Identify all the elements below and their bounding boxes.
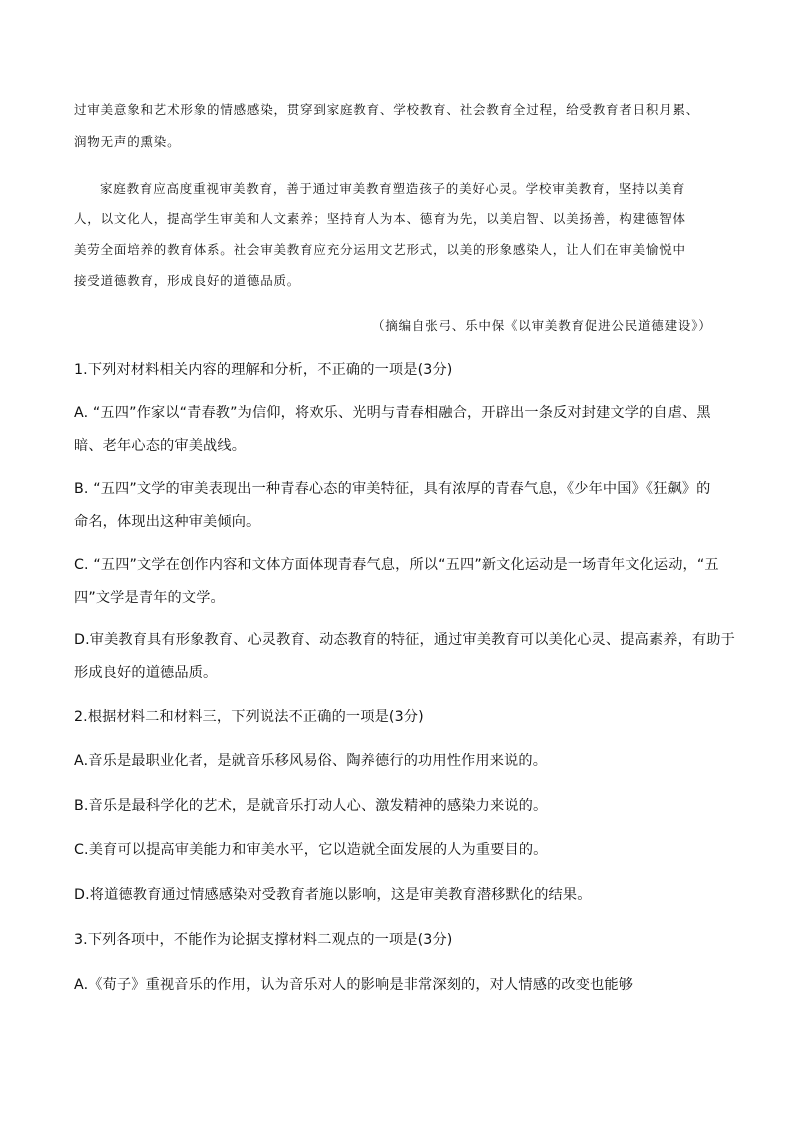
option-d-line: D.将道德教育通过情感感染对受教育者施以影响，这是审美教育潜移默化的结果。 (74, 887, 592, 903)
option-a-line: A.音乐是最职业化者，是就音乐移风易俗、陶养德行的功用性作用来说的。 (74, 753, 548, 769)
option-d-line: 形成良好的道德品质。 (74, 665, 218, 681)
question-stem: 2.根据材料二和材料三，下列说法不正确的一项是(3分) (74, 709, 424, 725)
option-b-line: 命名，体现出这种审美倾向。 (74, 514, 261, 530)
option-d-line: D.审美教育具有形象教育、心灵教育、动态教育的特征，通过审美教育可以美化心灵、提高素养，有助于 (74, 632, 735, 648)
passage-line: 人，以文化人，提高学生审美和人文素养；坚持育人为本、德育为先，以美启智、以美扬善，构建德智体 (74, 211, 686, 226)
passage-source: （摘编自张弓、乐中保《以审美教育促进公民道德建设》） (372, 318, 712, 333)
passage-line: 美劳全面培养的教育体系。社会审美教育应充分运用文艺形式，以美的形象感染人，让人们在审美愉悦中 (74, 242, 686, 257)
option-a-line: A. “五四”作家以“青春教”为信仰，将欢乐、光明与青春相融合，开辟出一条反对封建文学的自虐、黑 (74, 405, 711, 421)
option-b-line: B. “五四”文学的审美表现出一种青春心态的审美特征，具有浓厚的青春气息，《少年中国》《狂飙》的 (74, 481, 711, 497)
option-c-line: 四”文学是青年的文学。 (74, 590, 225, 606)
passage-line: 润物无声的熏染。 (74, 134, 181, 149)
question-stem: 3.下列各项中，不能作为论据支撑材料二观点的一项是(3分) (74, 932, 453, 948)
question-stem: 1.下列对材料相关内容的理解和分析，不正确的一项是(3分) (74, 362, 453, 378)
option-a-line: 暗、老年心态的审美战线。 (74, 438, 247, 454)
option-a-line: A.《荀子》重视音乐的作用，认为音乐对人的影响是非常深刻的，对人情感的改变也能够 (74, 977, 634, 993)
passage-line: 家庭教育应高度重视审美教育，善于通过审美教育塑造孩子的美好心灵。学校审美教育，坚持以美育 (100, 181, 686, 196)
passage-line: 接受道德教育，形成良好的道德品质。 (74, 273, 301, 288)
option-c-line: C. “五四”文学在创作内容和文体方面体现青春气息，所以“五四”新文化运动是一场青年文化运动，“五 (74, 557, 719, 573)
option-b-line: B.音乐是最科学化的艺术，是就音乐打动人心、激发精神的感染力来说的。 (74, 798, 548, 814)
option-c-line: C.美育可以提高审美能力和审美水平，它以造就全面发展的人为重要目的。 (74, 842, 548, 858)
passage-line: 过审美意象和艺术形象的情感感染，贯穿到家庭教育、学校教育、社会教育全过程，给受教育者日积月累、 (74, 102, 700, 117)
